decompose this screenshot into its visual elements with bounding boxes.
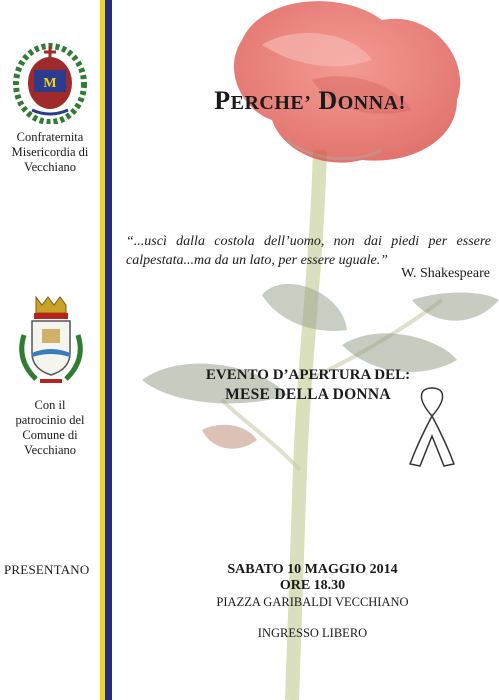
patron-line: Comune di [22, 428, 78, 442]
org-line: Confraternita [16, 130, 84, 144]
event-place: PIAZZA GARIBALDI VECCHIANO [216, 595, 409, 609]
awareness-ribbon-icon [406, 386, 458, 468]
event-time: ORE 18.30 [279, 578, 346, 593]
misericordia-crest-icon [12, 38, 88, 124]
patron-line: Con il [34, 398, 66, 412]
org-line: Vecchiano [23, 160, 77, 174]
organization-name [0, 130, 100, 175]
event-date: SABATO 10 MAGGIO 2014 [227, 562, 398, 577]
patron-line: Vecchiano [23, 443, 77, 457]
patron-line: patrocinio del [15, 413, 85, 427]
svg-text:M: M [43, 76, 57, 91]
shakespeare-quote [126, 232, 491, 270]
patronage-text [0, 398, 100, 458]
quote-text: “...uscì dalla costola dell’uomo, non dai piedi per essere calpestata...ma da un lato, per essere uguale.” [126, 234, 491, 268]
left-column [0, 0, 100, 700]
presentano-label: PRESENTANO [4, 562, 90, 577]
title-letter: P [214, 86, 231, 115]
quote-author: W. Shakespeare [401, 266, 490, 281]
title-word-rest: ONNA! [337, 92, 406, 114]
page-title [150, 86, 470, 116]
event-entry: INGRESSO LIBERO [257, 626, 368, 640]
org-line: Misericordia di [11, 145, 89, 159]
blue-stripe [105, 0, 112, 700]
event-name: MESE DELLA DONNA [225, 386, 391, 403]
title-word-rest: ERCHE’ [230, 92, 312, 114]
event-heading: EVENTO D’APERTURA DEL: [205, 367, 411, 383]
title-letter: D [318, 86, 338, 115]
comune-coat-of-arms-icon [12, 295, 90, 390]
